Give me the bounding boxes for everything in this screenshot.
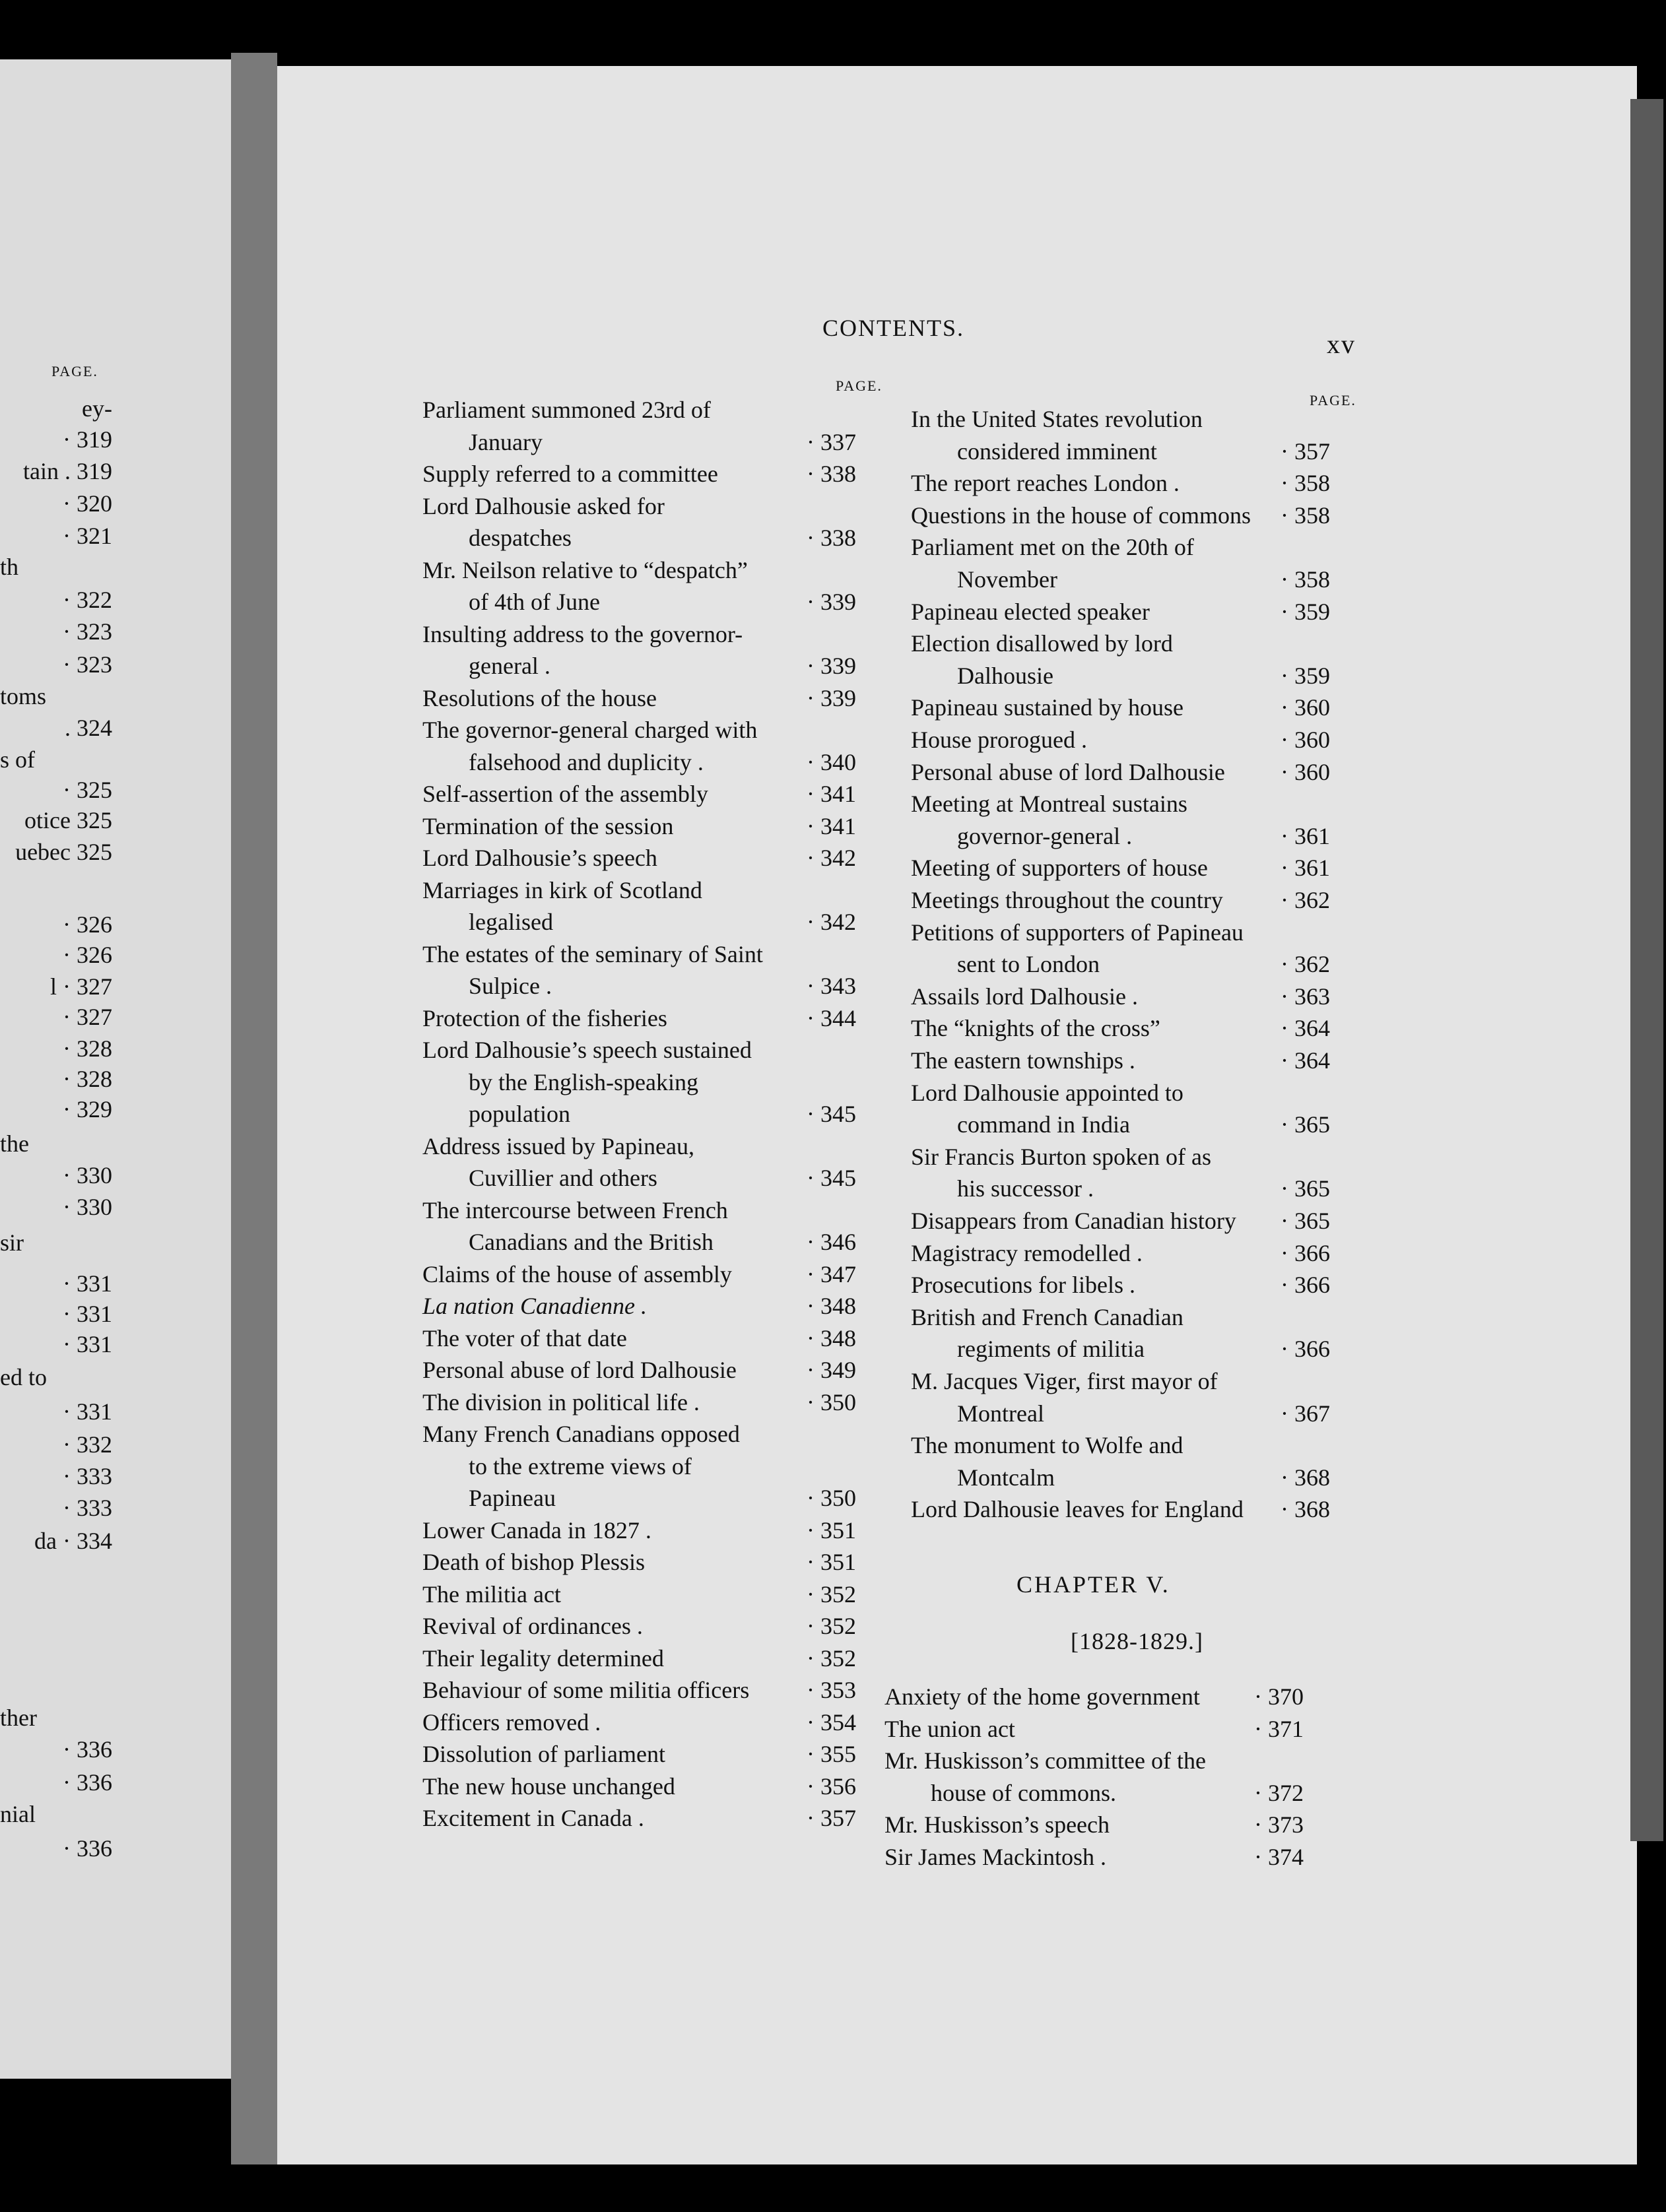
toc-entry-page: · 341	[807, 812, 856, 839]
chapter-years: [1828-1829.]	[1071, 1628, 1203, 1654]
toc-entry-title: Claims of the house of assembly	[422, 1260, 732, 1287]
toc-entry-title: Parliament summoned 23rd of	[422, 397, 711, 423]
toc-entry-title: The division in political life .	[422, 1388, 700, 1415]
toc-entry-page: · 368	[1281, 1464, 1330, 1491]
toc-entry-title: regiments of militia	[957, 1336, 1145, 1363]
toc-entry-title: Resolutions of the house	[422, 684, 657, 711]
toc-entry-page: · 365	[1281, 1208, 1330, 1234]
toc-entry-title: house of commons.	[931, 1779, 1116, 1806]
toc-entry-title: Papineau	[469, 1485, 556, 1511]
toc-entry-title: Sir Francis Burton spoken of as	[911, 1143, 1211, 1170]
toc-entry-title: Disappears from Canadian history	[911, 1208, 1236, 1234]
left-page-fragment: · 327	[63, 1004, 112, 1030]
toc-entry-title: La nation Canadienne .	[422, 1293, 647, 1319]
toc-entry-title: The monument to Wolfe and	[911, 1432, 1183, 1459]
page-number: xv	[1327, 329, 1356, 359]
toc-entry-page: · 362	[1281, 951, 1330, 978]
left-page-fragment: uebec 325	[15, 839, 112, 865]
toc-entry-title: falsehood and duplicity .	[469, 748, 704, 775]
toc-entry-page: · 348	[807, 1293, 856, 1319]
left-page-fragment: · 331	[63, 1331, 112, 1357]
toc-entry-page: · 340	[807, 748, 856, 775]
toc-entry-title: Excitement in Canada .	[422, 1805, 644, 1831]
toc-entry-page: · 370	[1254, 1683, 1304, 1710]
toc-entry-page: · 351	[807, 1549, 856, 1575]
toc-entry-title: Their legality determined	[422, 1644, 664, 1672]
toc-entry-title: The new house unchanged	[422, 1773, 675, 1800]
toc-entry-title: Termination of the session	[422, 812, 674, 839]
toc-entry-title: The militia act	[422, 1580, 561, 1608]
toc-entry-title: Sulpice .	[469, 973, 552, 999]
toc-entry-title: Officers removed .	[422, 1708, 601, 1736]
toc-entry-title: Mr. Huskisson’s speech	[884, 1811, 1110, 1838]
left-page-fragment: · 328	[63, 1066, 112, 1092]
toc-entry-page: · 371	[1254, 1715, 1304, 1742]
toc-entry-title: Petitions of supporters of Papineau	[911, 919, 1244, 946]
toc-entry-title: Assails lord Dalhousie .	[911, 983, 1138, 1010]
toc-entry-title: to the extreme views of	[469, 1452, 692, 1480]
toc-entry-title: Papineau sustained by house	[911, 694, 1183, 721]
toc-entry-page: · 348	[807, 1324, 856, 1351]
toc-entry-title: Mr. Neilson relative to “despatch”	[422, 556, 748, 583]
page-column-label-2: PAGE.	[1310, 392, 1356, 408]
toc-entry-page: · 339	[807, 589, 856, 615]
toc-entry-page: · 346	[807, 1229, 856, 1255]
toc-entry-title: governor-general .	[957, 822, 1133, 849]
toc-entry-page: · 353	[807, 1677, 856, 1703]
toc-entry-title: sent to London	[957, 951, 1100, 978]
toc-entry-title: Dalhousie	[957, 662, 1053, 689]
left-page-fragment: · 330	[63, 1162, 112, 1188]
toc-entry-page: · 363	[1281, 983, 1330, 1010]
toc-entry-title: Magistracy remodelled .	[911, 1239, 1143, 1266]
toc-entry-page: · 357	[1281, 438, 1330, 465]
toc-entry-title: The “knights of the cross”	[911, 1015, 1160, 1042]
toc-entry-title: The governor-general charged with	[422, 717, 758, 743]
left-page-fragment: l · 327	[50, 973, 112, 1000]
toc-entry-page: · 368	[1281, 1496, 1330, 1523]
left-page-fragment: nial	[0, 1801, 36, 1827]
left-page-fragment: · 323	[63, 651, 112, 678]
left-page-label: PAGE.	[51, 363, 98, 379]
toc-entry-page: · 358	[1281, 502, 1330, 529]
left-page-fragment: · 336	[63, 1835, 112, 1862]
left-page-fragment: · 325	[63, 777, 112, 803]
toc-entry-page: · 359	[1281, 662, 1330, 689]
toc-entry-page: · 354	[807, 1708, 856, 1736]
toc-entry-title: Anxiety of the home government	[884, 1683, 1200, 1710]
toc-entry-page: · 350	[807, 1388, 856, 1415]
toc-entry-title: In the United States revolution	[911, 406, 1203, 432]
toc-entry-title: Sir James Mackintosh .	[884, 1843, 1106, 1870]
toc-entry-title: British and French Canadian	[911, 1303, 1183, 1330]
toc-entry-page: · 356	[807, 1773, 856, 1800]
toc-entry-title: Meeting of supporters of house	[911, 855, 1208, 882]
toc-entry-page: · 366	[1281, 1336, 1330, 1363]
toc-entry-page: · 338	[807, 461, 856, 487]
toc-entry-title: Meeting at Montreal sustains	[911, 791, 1187, 818]
left-page-fragment: s of	[0, 746, 35, 773]
toc-entry-page: · 359	[1281, 598, 1330, 625]
toc-entry-title: Lord Dalhousie leaves for England	[911, 1496, 1244, 1523]
toc-entry-page: · 352	[807, 1613, 856, 1639]
toc-entry-title: The voter of that date	[422, 1324, 627, 1351]
toc-entry-page: · 345	[807, 1165, 856, 1191]
toc-entry-page: · 339	[807, 684, 856, 711]
toc-entry-page: · 342	[807, 909, 856, 935]
toc-entry-title: Marriages in kirk of Scotland	[422, 876, 702, 903]
toc-entry-title: Canadians and the British	[469, 1229, 714, 1255]
toc-entry-title: January	[469, 428, 543, 455]
toc-entry-page: · 344	[807, 1004, 856, 1031]
toc-entry-title: population	[469, 1101, 570, 1127]
toc-entry-title: command in India	[957, 1111, 1130, 1138]
toc-entry-title: Lord Dalhousie’s speech	[422, 845, 657, 871]
toc-entry-page: · 360	[1281, 727, 1330, 753]
toc-entry-page: · 337	[807, 428, 856, 455]
toc-entry-page: · 341	[807, 781, 856, 807]
toc-entry-title: his successor .	[957, 1175, 1094, 1202]
toc-entry-page: · 373	[1254, 1811, 1304, 1838]
left-page-fragment: · 326	[63, 911, 112, 938]
toc-entry-page: · 361	[1281, 855, 1330, 882]
left-page-fragment: da · 334	[34, 1528, 112, 1554]
toc-entry-page: · 345	[807, 1101, 856, 1127]
toc-entry-page: · 357	[807, 1805, 856, 1831]
toc-entry-title: Cuvillier and others	[469, 1165, 657, 1191]
toc-entry-page: · 343	[807, 973, 856, 999]
toc-entry-title: The intercourse between French	[422, 1196, 728, 1223]
toc-entry-title: Behaviour of some militia officers	[422, 1677, 750, 1703]
toc-entry-page: · 365	[1281, 1175, 1330, 1202]
left-page-fragment: · 320	[63, 490, 112, 517]
toc-entry-page: · 365	[1281, 1111, 1330, 1138]
left-page-fragment: · 330	[63, 1194, 112, 1220]
toc-entry-title: of 4th of June	[469, 589, 600, 615]
toc-entry-title: November	[957, 566, 1057, 593]
toc-entry-title: Insulting address to the governor-	[422, 620, 743, 647]
toc-entry-title: Montreal	[957, 1400, 1044, 1427]
left-page-fragment: . 324	[65, 715, 112, 741]
toc-entry-title: House prorogued .	[911, 727, 1087, 753]
toc-entry-title: Personal abuse of lord Dalhousie	[422, 1357, 737, 1383]
left-page-fragment: · 321	[63, 523, 112, 549]
toc-entry-title: Protection of the fisheries	[422, 1004, 667, 1031]
left-page-fragment: · 331	[63, 1398, 112, 1425]
page-title: CONTENTS.	[822, 315, 964, 341]
book-gutter	[231, 53, 277, 2164]
toc-entry-title: Meetings throughout the country	[911, 887, 1223, 913]
toc-entry-title: Death of bishop Plessis	[422, 1549, 645, 1575]
toc-entry-title: Mr. Huskisson’s committee of the	[884, 1747, 1206, 1774]
toc-entry-page: · 367	[1281, 1400, 1330, 1427]
toc-entry-page: · 350	[807, 1485, 856, 1511]
left-page-fragment: · 322	[63, 587, 112, 613]
toc-entry-page: · 358	[1281, 566, 1330, 593]
left-page-fragment: sir	[0, 1229, 24, 1256]
toc-entry-page: · 366	[1281, 1239, 1330, 1266]
toc-entry-title: The eastern townships .	[911, 1047, 1135, 1074]
left-page-fragment: tain . 319	[23, 458, 112, 484]
toc-entry-title: Montcalm	[957, 1464, 1055, 1491]
left-page-fragment: · 329	[63, 1096, 112, 1122]
toc-entry-page: · 360	[1281, 694, 1330, 721]
toc-entry-page: · 352	[807, 1644, 856, 1672]
toc-entry-title: Lower Canada in 1827 .	[422, 1516, 651, 1544]
left-page-fragment: · 333	[63, 1463, 112, 1489]
left-page-fragment: · 319	[63, 426, 112, 453]
toc-entry-title: The estates of the seminary of Saint	[422, 940, 763, 967]
toc-entry-title: Dissolution of parliament	[422, 1741, 665, 1767]
toc-entry-page: · 358	[1281, 470, 1330, 497]
toc-entry-title: considered imminent	[957, 438, 1157, 465]
toc-entry-title: despatches	[469, 525, 572, 551]
toc-entry-page: · 347	[807, 1260, 856, 1287]
toc-entry-title: Supply referred to a committee	[422, 461, 718, 487]
left-page-fragment: ed to	[0, 1364, 47, 1390]
toc-entry-title: general .	[469, 653, 550, 679]
toc-entry-page: · 355	[807, 1741, 856, 1767]
toc-entry-title: Prosecutions for libels .	[911, 1272, 1135, 1299]
left-page-fragment: · 332	[63, 1431, 112, 1458]
toc-entry-title: Revival of ordinances .	[422, 1613, 643, 1639]
left-page-fragment: otice 325	[24, 807, 112, 833]
left-page-fragment: · 331	[63, 1270, 112, 1297]
toc-entry-title: Lord Dalhousie’s speech sustained	[422, 1037, 752, 1063]
toc-entry-title: legalised	[469, 909, 553, 935]
toc-entry-page: · 362	[1281, 887, 1330, 913]
left-page	[0, 59, 231, 2079]
toc-entry-title: Personal abuse of lord Dalhousie	[911, 758, 1225, 785]
toc-entry-page: · 352	[807, 1580, 856, 1608]
toc-entry-title: Election disallowed by lord	[911, 630, 1173, 657]
left-page-fragment: · 333	[63, 1495, 112, 1521]
left-page-fragment: ey-	[82, 395, 112, 422]
toc-entry-title: Parliament met on the 20th of	[911, 534, 1194, 561]
toc-entry-page: · 366	[1281, 1272, 1330, 1299]
toc-entry-page: · 372	[1254, 1779, 1304, 1806]
toc-entry-title: Questions in the house of commons	[911, 502, 1251, 529]
left-page-fragment: · 328	[63, 1035, 112, 1062]
toc-entry-title: Lord Dalhousie appointed to	[911, 1079, 1183, 1106]
page-column-label-1: PAGE.	[836, 377, 883, 394]
left-page-fragment: · 331	[63, 1301, 112, 1327]
toc-entry-title: M. Jacques Viger, first mayor of	[911, 1368, 1218, 1394]
left-page-fragment: the	[0, 1130, 29, 1157]
toc-entry-page: · 351	[807, 1516, 856, 1544]
left-page-fragment: · 323	[63, 618, 112, 645]
left-page-fragment: · 326	[63, 942, 112, 968]
toc-entry-page: · 342	[807, 845, 856, 871]
toc-entry-page: · 360	[1281, 758, 1330, 785]
toc-entry-title: The union act	[884, 1715, 1015, 1742]
toc-entry-page: · 338	[807, 525, 856, 551]
toc-entry-page: · 339	[807, 653, 856, 679]
toc-entry-title: Lord Dalhousie asked for	[422, 492, 665, 519]
left-page-fragment: toms	[0, 683, 47, 709]
toc-entry-page: · 364	[1281, 1047, 1330, 1074]
toc-entry-page: · 374	[1254, 1843, 1304, 1870]
toc-entry-title: Address issued by Papineau,	[422, 1132, 694, 1159]
page-edge	[1630, 99, 1663, 1841]
toc-entry-title: The report reaches London .	[911, 470, 1180, 497]
toc-entry-page: · 361	[1281, 822, 1330, 849]
toc-entry-title: Self-assertion of the assembly	[422, 781, 708, 807]
toc-entry-title: Papineau elected speaker	[911, 598, 1150, 625]
left-page-fragment: ther	[0, 1705, 37, 1731]
toc-entry-page: · 349	[807, 1357, 856, 1383]
left-page-fragment: th	[0, 554, 19, 580]
chapter-heading: CHAPTER V.	[1016, 1571, 1170, 1598]
toc-entry-title: by the English-speaking	[469, 1068, 698, 1095]
left-page-fragment: · 336	[63, 1736, 112, 1763]
toc-entry-page: · 364	[1281, 1015, 1330, 1042]
toc-entry-title: Many French Canadians opposed	[422, 1421, 740, 1447]
left-page-fragment: · 336	[63, 1769, 112, 1796]
